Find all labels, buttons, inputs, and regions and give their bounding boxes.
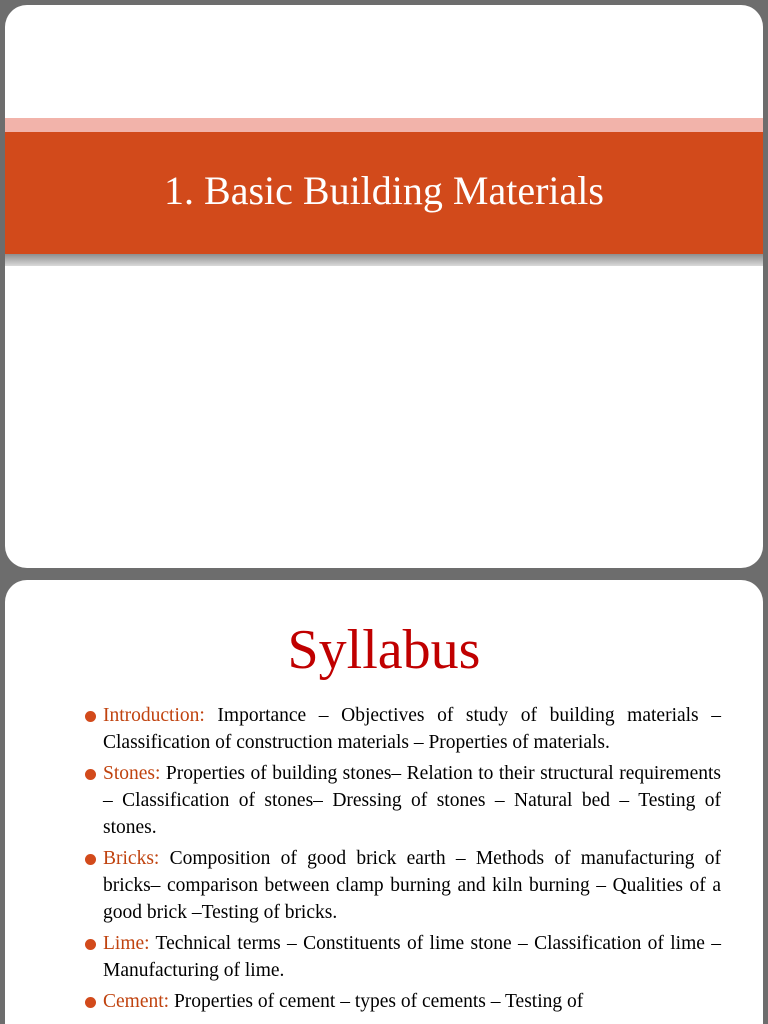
title-band-shadow: [5, 254, 763, 266]
topic-label: Introduction:: [103, 705, 205, 726]
topic-text: Importance – Objectives of study of building materials – Classification of construction materials – Properties of materials.: [103, 705, 721, 753]
syllabus-slide: [5, 580, 763, 1024]
topic-label: Lime:: [103, 933, 150, 954]
slide-title: 1. Basic Building Materials: [164, 168, 604, 213]
list-item-lime: [85, 930, 721, 984]
list-item-bricks: [85, 845, 721, 926]
topic-label: Stones:: [103, 763, 161, 784]
title-slide: [5, 5, 763, 568]
bullet-icon: [85, 711, 96, 722]
topic-label: Bricks:: [103, 848, 160, 869]
topic-text: Technical terms – Constituents of lime stone – Classification of lime – Manufacturing of lime.: [103, 933, 721, 981]
bullet-icon: [85, 997, 96, 1008]
list-item-cement: [85, 988, 721, 1015]
title-band: [5, 132, 763, 254]
topic-label: Cement:: [103, 991, 170, 1012]
bullet-icon: [85, 854, 96, 865]
list-item-introduction: [85, 702, 721, 756]
bullet-icon: [85, 769, 96, 780]
syllabus-list: [85, 702, 721, 1019]
bullet-icon: [85, 939, 96, 950]
topic-text: Composition of good brick earth – Methods of manufacturing of bricks– comparison between clamp burning and kiln burning – Qualities of a good brick –Testing of bricks.: [103, 848, 721, 923]
title-band-top-stripe: [5, 118, 763, 132]
syllabus-heading: Syllabus: [287, 619, 481, 681]
topic-text: Properties of cement – types of cements – Testing of: [169, 991, 584, 1012]
list-item-stones: [85, 760, 721, 841]
topic-text: Properties of building stones– Relation to their structural requirements – Classification of stones– Dressing of stones – Natural bed – Testing of stones.: [103, 763, 721, 838]
